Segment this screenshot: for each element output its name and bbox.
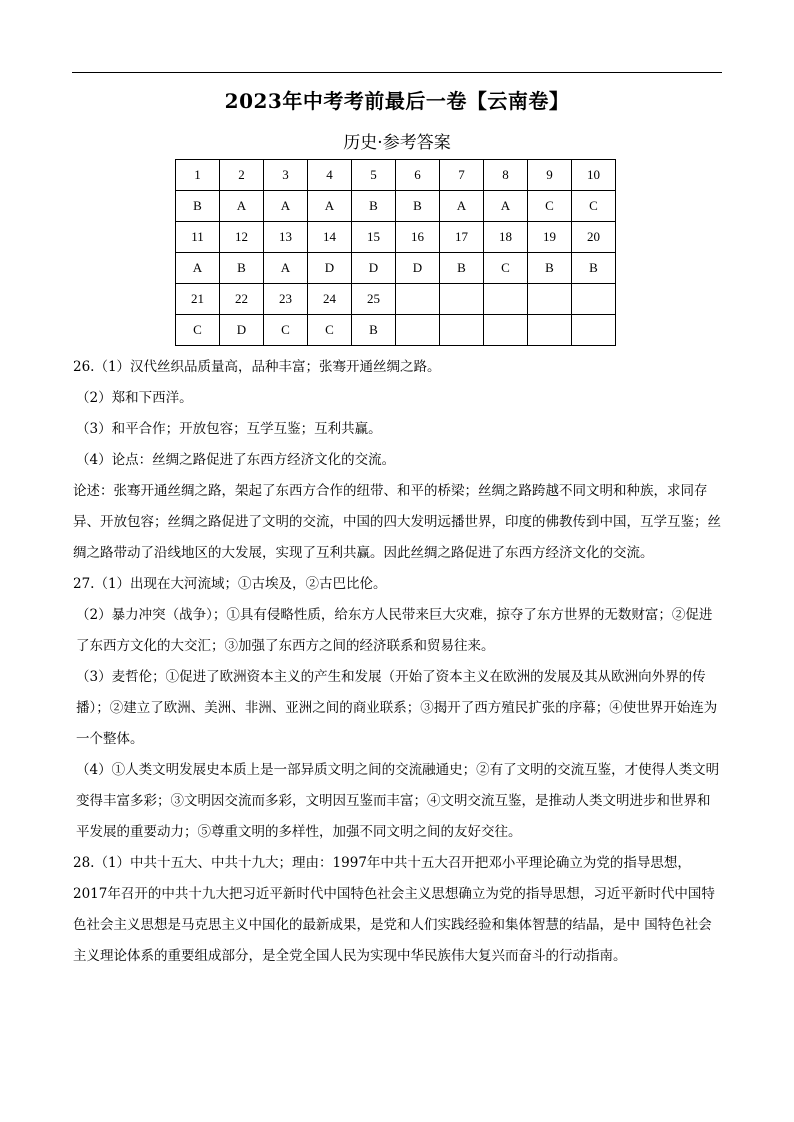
answer-table-cell: D xyxy=(352,253,396,284)
answer-table-cell: 9 xyxy=(528,160,572,191)
answer-table-cell: A xyxy=(264,253,308,284)
answer-table-cell: 13 xyxy=(264,222,308,253)
answer-table-row xyxy=(176,315,616,346)
answer-table-cell: C xyxy=(308,315,352,346)
answer-table-row xyxy=(176,284,616,315)
answer-27-4: （4）①人类文明发展史本质上是一部异质文明之间的交流融通史；②有了文明的交流互鉴，才使得人类文明变得丰富多彩；③文明因交流而多彩，文明因互鉴而丰富；④文明交流互鉴，是推动人类文明进步和世界和平发展的重要动力；⑤尊重文明的多样性，加强不同文明之间的友好交往。 xyxy=(76,762,720,840)
answer-table-cell: 22 xyxy=(220,284,264,315)
answer-table-cell: 7 xyxy=(440,160,484,191)
answer-table-cell: 24 xyxy=(308,284,352,315)
answer-table-row xyxy=(176,222,616,253)
answer-table-cell: D xyxy=(396,253,440,284)
answer-table-row xyxy=(176,253,616,284)
answer-table-cell xyxy=(440,315,484,346)
answer-26-2: （2）郑和下西洋。 xyxy=(76,390,193,406)
answer-table-cell: A xyxy=(484,191,528,222)
answer-table-cell: 6 xyxy=(396,160,440,191)
answer-27-1: 27.（1）出现在大河流域；①古埃及，②古巴比伦。 xyxy=(73,576,387,592)
answer-table xyxy=(175,159,616,346)
answer-26-3: （3）和平合作；开放包容；互学互鉴；互利共赢。 xyxy=(76,421,382,437)
answer-table-cell xyxy=(528,284,572,315)
answer-table-cell: 14 xyxy=(308,222,352,253)
answer-26-4-argument: 论述：张骞开通丝绸之路，架起了东西方合作的纽带、和平的桥梁；丝绸之路跨越不同文明和种族，求同存异、开放包容；丝绸之路促进了文明的交流，中国的四大发明远播世界，印度的佛教传到中国，互学互鉴；丝绸之路带动了沿线地区的大发展，实现了互利共赢。因此丝绸之路促进了东西方经济文化的交流。 xyxy=(73,483,721,561)
answer-table-cell xyxy=(396,315,440,346)
answer-table-cell: 5 xyxy=(352,160,396,191)
answer-table-cell: B xyxy=(440,253,484,284)
answer-table-cell: C xyxy=(176,315,220,346)
answer-27-2: （2）暴力冲突（战争）；①具有侵略性质，给东方人民带来巨大灾难，掠夺了东方世界的无数财富；②促进了东西方文化的大交汇；③加强了东西方之间的经济联系和贸易往来。 xyxy=(76,607,713,654)
answer-table-cell: A xyxy=(264,191,308,222)
answer-table-cell: 20 xyxy=(572,222,616,253)
answer-table-cell: 12 xyxy=(220,222,264,253)
answer-table-cell: 2 xyxy=(220,160,264,191)
answer-text xyxy=(73,352,723,972)
answer-26-1: 26.（1）汉代丝织品质量高，品种丰富；张骞开通丝绸之路。 xyxy=(73,359,441,375)
answer-table-cell: 18 xyxy=(484,222,528,253)
answer-table-cell: B xyxy=(396,191,440,222)
answer-table-cell: C xyxy=(528,191,572,222)
answer-table-cell: 3 xyxy=(264,160,308,191)
answer-table-cell: 1 xyxy=(176,160,220,191)
answer-table-cell: A xyxy=(308,191,352,222)
answer-table-cell xyxy=(484,284,528,315)
answer-table-cell: B xyxy=(220,253,264,284)
answer-table-cell: D xyxy=(220,315,264,346)
page-title: 2023年中考考前最后一卷【云南卷】 xyxy=(224,89,570,113)
answer-table-cell: D xyxy=(308,253,352,284)
answer-table-cell: 8 xyxy=(484,160,528,191)
answer-table-cell: 17 xyxy=(440,222,484,253)
answer-table-cell: 16 xyxy=(396,222,440,253)
answer-table-row xyxy=(176,191,616,222)
answer-table-cell: 11 xyxy=(176,222,220,253)
answer-table-cell: B xyxy=(176,191,220,222)
answer-table-cell xyxy=(396,284,440,315)
answer-table-cell: B xyxy=(352,191,396,222)
answer-table-cell: 15 xyxy=(352,222,396,253)
answer-table-cell: B xyxy=(528,253,572,284)
answer-table-cell xyxy=(572,315,616,346)
answer-table-cell xyxy=(528,315,572,346)
answer-26-4-thesis: （4）论点：丝绸之路促进了东西方经济文化的交流。 xyxy=(76,452,396,468)
answer-table-cell: 21 xyxy=(176,284,220,315)
answer-table-cell xyxy=(440,284,484,315)
answer-table-cell xyxy=(484,315,528,346)
answer-table-cell: B xyxy=(572,253,616,284)
answer-27-3: （3）麦哲伦；①促进了欧洲资本主义的产生和发展（开始了资本主义在欧洲的发展及其从欧洲向外界的传播）；②建立了欧洲、美洲、非洲、亚洲之间的商业联系；③揭开了西方殖民扩张的序幕；④使世界开始连为一个整体。 xyxy=(76,669,718,747)
answer-table-cell: 25 xyxy=(352,284,396,315)
answer-table-cell: 4 xyxy=(308,160,352,191)
answer-table-cell: C xyxy=(264,315,308,346)
answer-table-cell: B xyxy=(352,315,396,346)
answer-table-cell: A xyxy=(220,191,264,222)
answer-table-cell: A xyxy=(176,253,220,284)
answer-table-cell: 23 xyxy=(264,284,308,315)
answer-table-cell: A xyxy=(440,191,484,222)
header-rule xyxy=(72,72,722,73)
answer-28-1: 28.（1）中共十五大、中共十九大；理由：1997年中共十五大召开把邓小平理论确立为党的指导思想，2017年召开的中共十九大把习近平新时代中国特色社会主义思想确立为党的指导思想，习近平新时代中国特色社会主义思想是马克思主义中国化的最新成果，是党和人们实践经验和集体智慧的结晶，是中 国特色社会主义理论体系的重要组成部分，是全党全国人民为实现中华民族伟大复兴而奋斗的行动指南。 xyxy=(73,855,715,964)
answer-table-cell xyxy=(572,284,616,315)
page-subtitle: 历史·参考答案 xyxy=(343,133,451,153)
answer-table-row xyxy=(176,160,616,191)
answer-table-cell: 19 xyxy=(528,222,572,253)
answer-table-cell: 10 xyxy=(572,160,616,191)
answer-table-cell: C xyxy=(484,253,528,284)
answer-table-cell: C xyxy=(572,191,616,222)
